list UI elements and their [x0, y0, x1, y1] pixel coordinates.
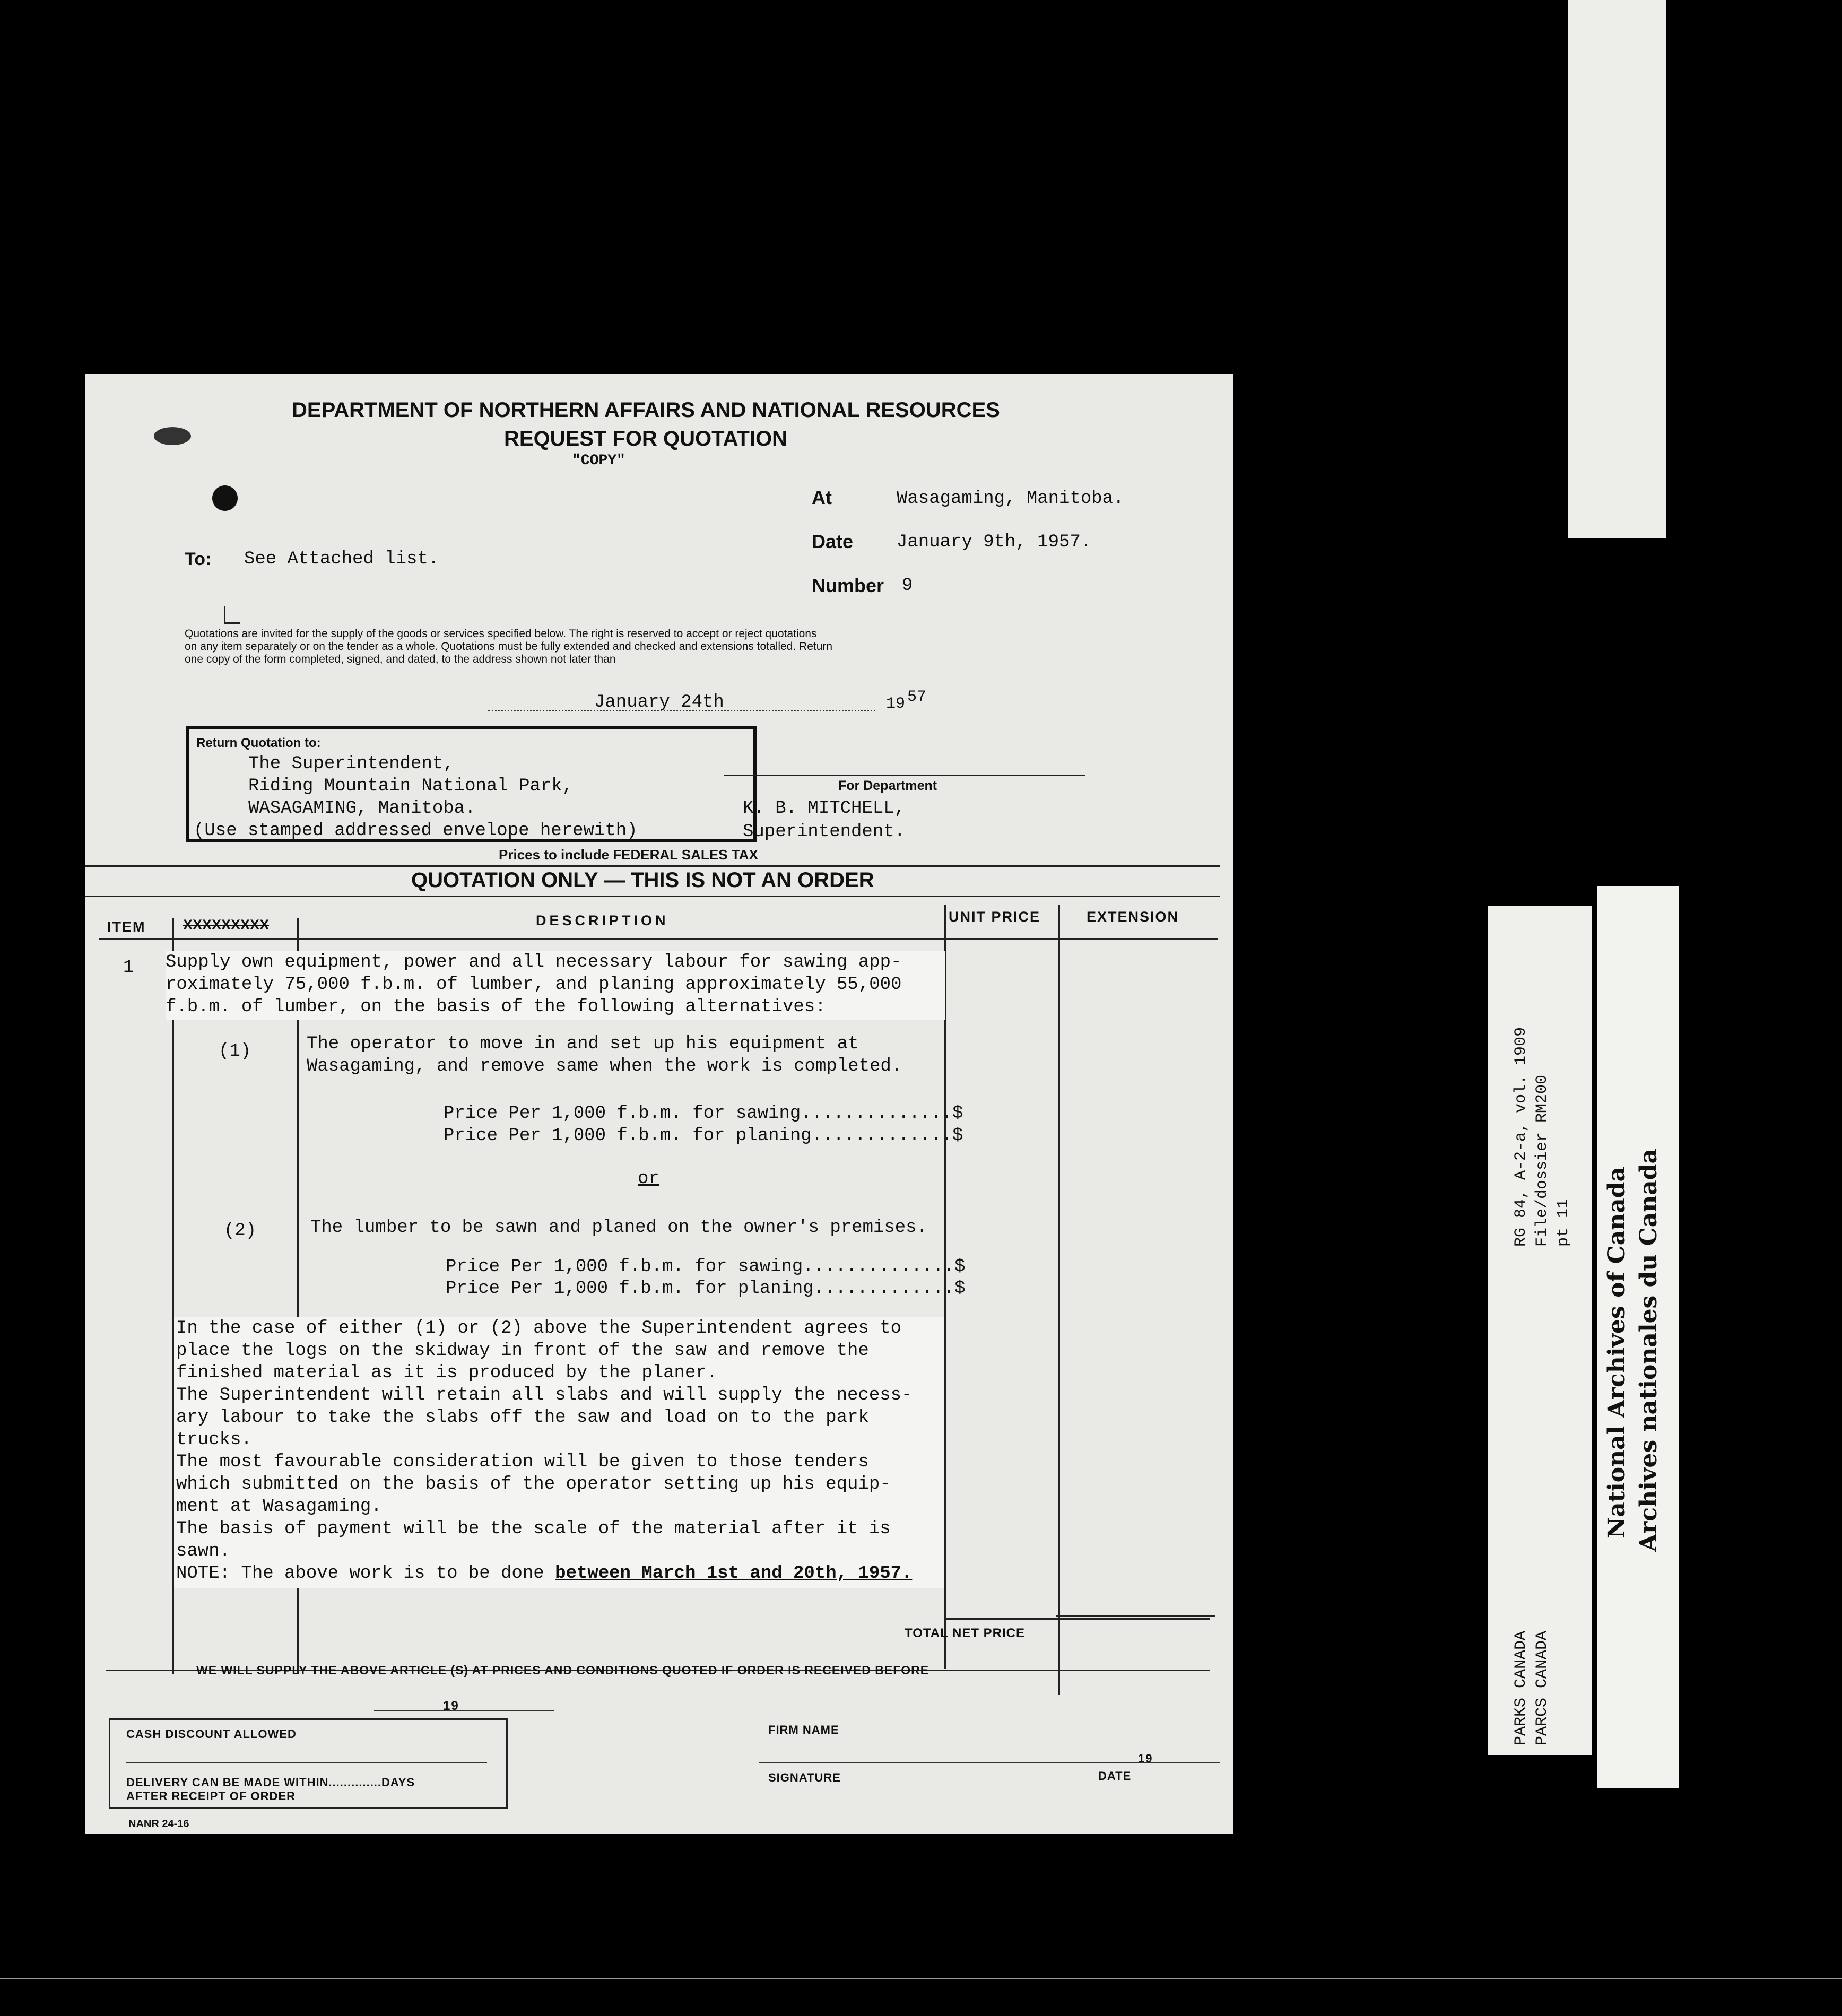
date-label-bottom: DATE	[1098, 1769, 1132, 1783]
return-line-4: (Use stamped addressed envelope herewith)	[194, 821, 638, 841]
deadline-year: 57	[907, 688, 927, 706]
note-dates: between March 1st and 20th, 1957.	[555, 1563, 913, 1584]
condition-line-2: place the logs on the skidway in front of the saw and remove the	[176, 1341, 869, 1361]
to-value: See Attached list.	[244, 549, 439, 569]
intro-line-1: Supply own equipment, power and all necessary labour for sawing app-	[166, 952, 902, 972]
archive-reference-line-2: File/dossier RM200	[1533, 1074, 1551, 1247]
frame-counter-strip	[1568, 0, 1666, 538]
quotation-form	[85, 374, 1233, 1834]
cash-discount-line	[126, 1762, 487, 1763]
instructions-line-3: one copy of the form completed, signed, and dated, to the address shown not later than	[185, 653, 616, 665]
firm-name-label: FIRM NAME	[768, 1723, 839, 1736]
condition-line-4: The Superintendent will retain all slabs and will supply the necess-	[176, 1385, 913, 1405]
return-line-1: The Superintendent,	[248, 754, 454, 774]
intro-line-2: roximately 75,000 f.b.m. of lumber, and planing approximately 55,000	[166, 975, 902, 995]
condition-line-5: ary labour to take the slabs off the saw and load on to the park	[176, 1407, 869, 1428]
signature-label: SIGNATURE	[768, 1771, 841, 1784]
total-net-price-label: TOTAL NET PRICE	[905, 1626, 1026, 1640]
alternative-1-label: (1)	[219, 1041, 251, 1062]
intro-line-3: f.b.m. of lumber, on the basis of the following alternatives:	[166, 997, 826, 1017]
date-value: January 9th, 1957.	[897, 532, 1092, 552]
cash-discount-label: CASH DISCOUNT ALLOWED	[126, 1727, 297, 1741]
alternative-1-line-2: Wasagaming, and remove same when the work is completed.	[307, 1056, 902, 1076]
form-code: NANR 24-16	[128, 1818, 189, 1830]
deadline-date: January 24th	[594, 692, 724, 712]
date-year-label: 19	[1138, 1752, 1153, 1765]
number-label: Number	[812, 575, 884, 596]
parks-canada-label: PARKS CANADA	[1512, 1630, 1530, 1745]
column-qty: XXXXXXXXX	[183, 917, 270, 933]
condition-line-9: ment at Wasagaming.	[176, 1497, 382, 1517]
delivery-label-continued: AFTER RECEIPT OF ORDER	[126, 1789, 296, 1803]
alternative-2-line: The lumber to be sawn and planed on the owner's premises.	[310, 1218, 927, 1238]
condition-line-3: finished material as it is produced by the planer.	[176, 1363, 718, 1383]
signature-rule	[724, 775, 1085, 776]
not-an-order-banner: QUOTATION ONLY — THIS IS NOT AN ORDER	[411, 868, 874, 892]
address-corner-mark	[224, 606, 240, 624]
national-archives-label: National Archives of Canada	[1603, 1166, 1630, 1539]
archive-reference-line-3: pt 11	[1554, 1198, 1572, 1247]
deadline-year-prefix: 19	[886, 695, 906, 713]
form-title: REQUEST FOR QUOTATION	[504, 427, 788, 450]
department-heading: DEPARTMENT OF NORTHERN AFFAIRS AND NATIONAL RESOURCES	[292, 398, 1000, 422]
total-row-rule	[944, 1618, 1210, 1620]
to-label: To:	[185, 549, 212, 569]
date-label: Date	[812, 531, 854, 552]
archive-reference-strip	[1488, 906, 1592, 1755]
condition-line-11: sawn.	[176, 1541, 231, 1561]
parcs-canada-label: PARCS CANADA	[1533, 1630, 1551, 1745]
condition-line-10: The basis of payment will be the scale of the material after it is	[176, 1519, 891, 1539]
banner-top-rule	[85, 865, 1220, 867]
instructions-line-1: Quotations are invited for the supply of the goods or services specified below. The right is reserved to accept or reject quotations	[185, 628, 817, 640]
ink-smudge-small	[154, 427, 191, 445]
column-description: DESCRIPTION	[536, 913, 669, 928]
item-number: 1	[123, 958, 134, 978]
supply-statement: WE WILL SUPPLY THE ABOVE ARTICLE (S) AT PRICES AND CONDITIONS QUOTED IF ORDER IS RECEIVED BEFORE	[196, 1663, 929, 1677]
delivery-label: DELIVERY CAN BE MADE WITHIN..............DAYS	[126, 1776, 415, 1789]
supply-date-line	[374, 1710, 554, 1711]
condition-line-7: The most favourable consideration will be given to those tenders	[176, 1452, 869, 1472]
alternative-1-planing-price: Price Per 1,000 f.b.m. for planing.............$	[444, 1126, 963, 1146]
or-separator: or	[638, 1169, 659, 1189]
alternative-2-sawing-price: Price Per 1,000 f.b.m. for sawing..............$	[446, 1257, 966, 1277]
alternative-1-sawing-price: Price Per 1,000 f.b.m. for sawing..............$	[444, 1103, 963, 1124]
alternative-1-line-1: The operator to move in and set up his equipment at	[307, 1034, 859, 1054]
column-header-rule	[99, 938, 1218, 940]
archives-nationales-label: Archives nationales du Canada	[1635, 1148, 1662, 1552]
column-unit-price: UNIT PRICE	[949, 909, 1041, 925]
at-label: At	[812, 486, 832, 508]
scan-bottom-rule	[0, 1978, 1842, 1979]
banner-bottom-rule	[85, 896, 1220, 897]
total-bottom-rule	[1056, 1615, 1215, 1617]
return-line-3: WASAGAMING, Manitoba.	[248, 798, 476, 819]
alternative-2-label: (2)	[224, 1221, 257, 1241]
column-extension: EXTENSION	[1087, 909, 1179, 925]
instructions-line-2: on any item separately or on the tender as a whole. Quotations must be fully extended and checked and extensions totalled. Return	[185, 640, 833, 653]
number-value: 9	[902, 576, 913, 596]
for-department-label: For Department	[838, 778, 937, 793]
condition-line-1: In the case of either (1) or (2) above the Superintendent agrees to	[176, 1318, 902, 1339]
alternative-2-planing-price: Price Per 1,000 f.b.m. for planing.............$	[446, 1279, 966, 1299]
unit-price-column-rule	[1058, 905, 1060, 1695]
signatory-title: Superintendent.	[743, 822, 906, 842]
at-value: Wasagaming, Manitoba.	[897, 489, 1124, 509]
column-item: ITEM	[107, 919, 146, 935]
copy-mark: "COPY"	[572, 453, 625, 469]
archive-reference-line-1: RG 84, A-2-a, vol. 1909	[1512, 1027, 1530, 1247]
return-line-2: Riding Mountain National Park,	[248, 776, 574, 796]
condition-line-8: which submitted on the basis of the operator setting up his equip-	[176, 1474, 891, 1494]
condition-line-6: trucks.	[176, 1430, 252, 1450]
note-prefix: NOTE: The above work is to be done	[176, 1563, 555, 1584]
signatory-name: K. B. MITCHELL,	[743, 798, 906, 819]
return-heading: Return Quotation to:	[196, 736, 321, 750]
tax-note: Prices to include FEDERAL SALES TAX	[499, 847, 758, 863]
supply-year: 19	[443, 1699, 459, 1713]
note-line	[176, 1563, 912, 1584]
ink-smudge	[212, 485, 238, 511]
